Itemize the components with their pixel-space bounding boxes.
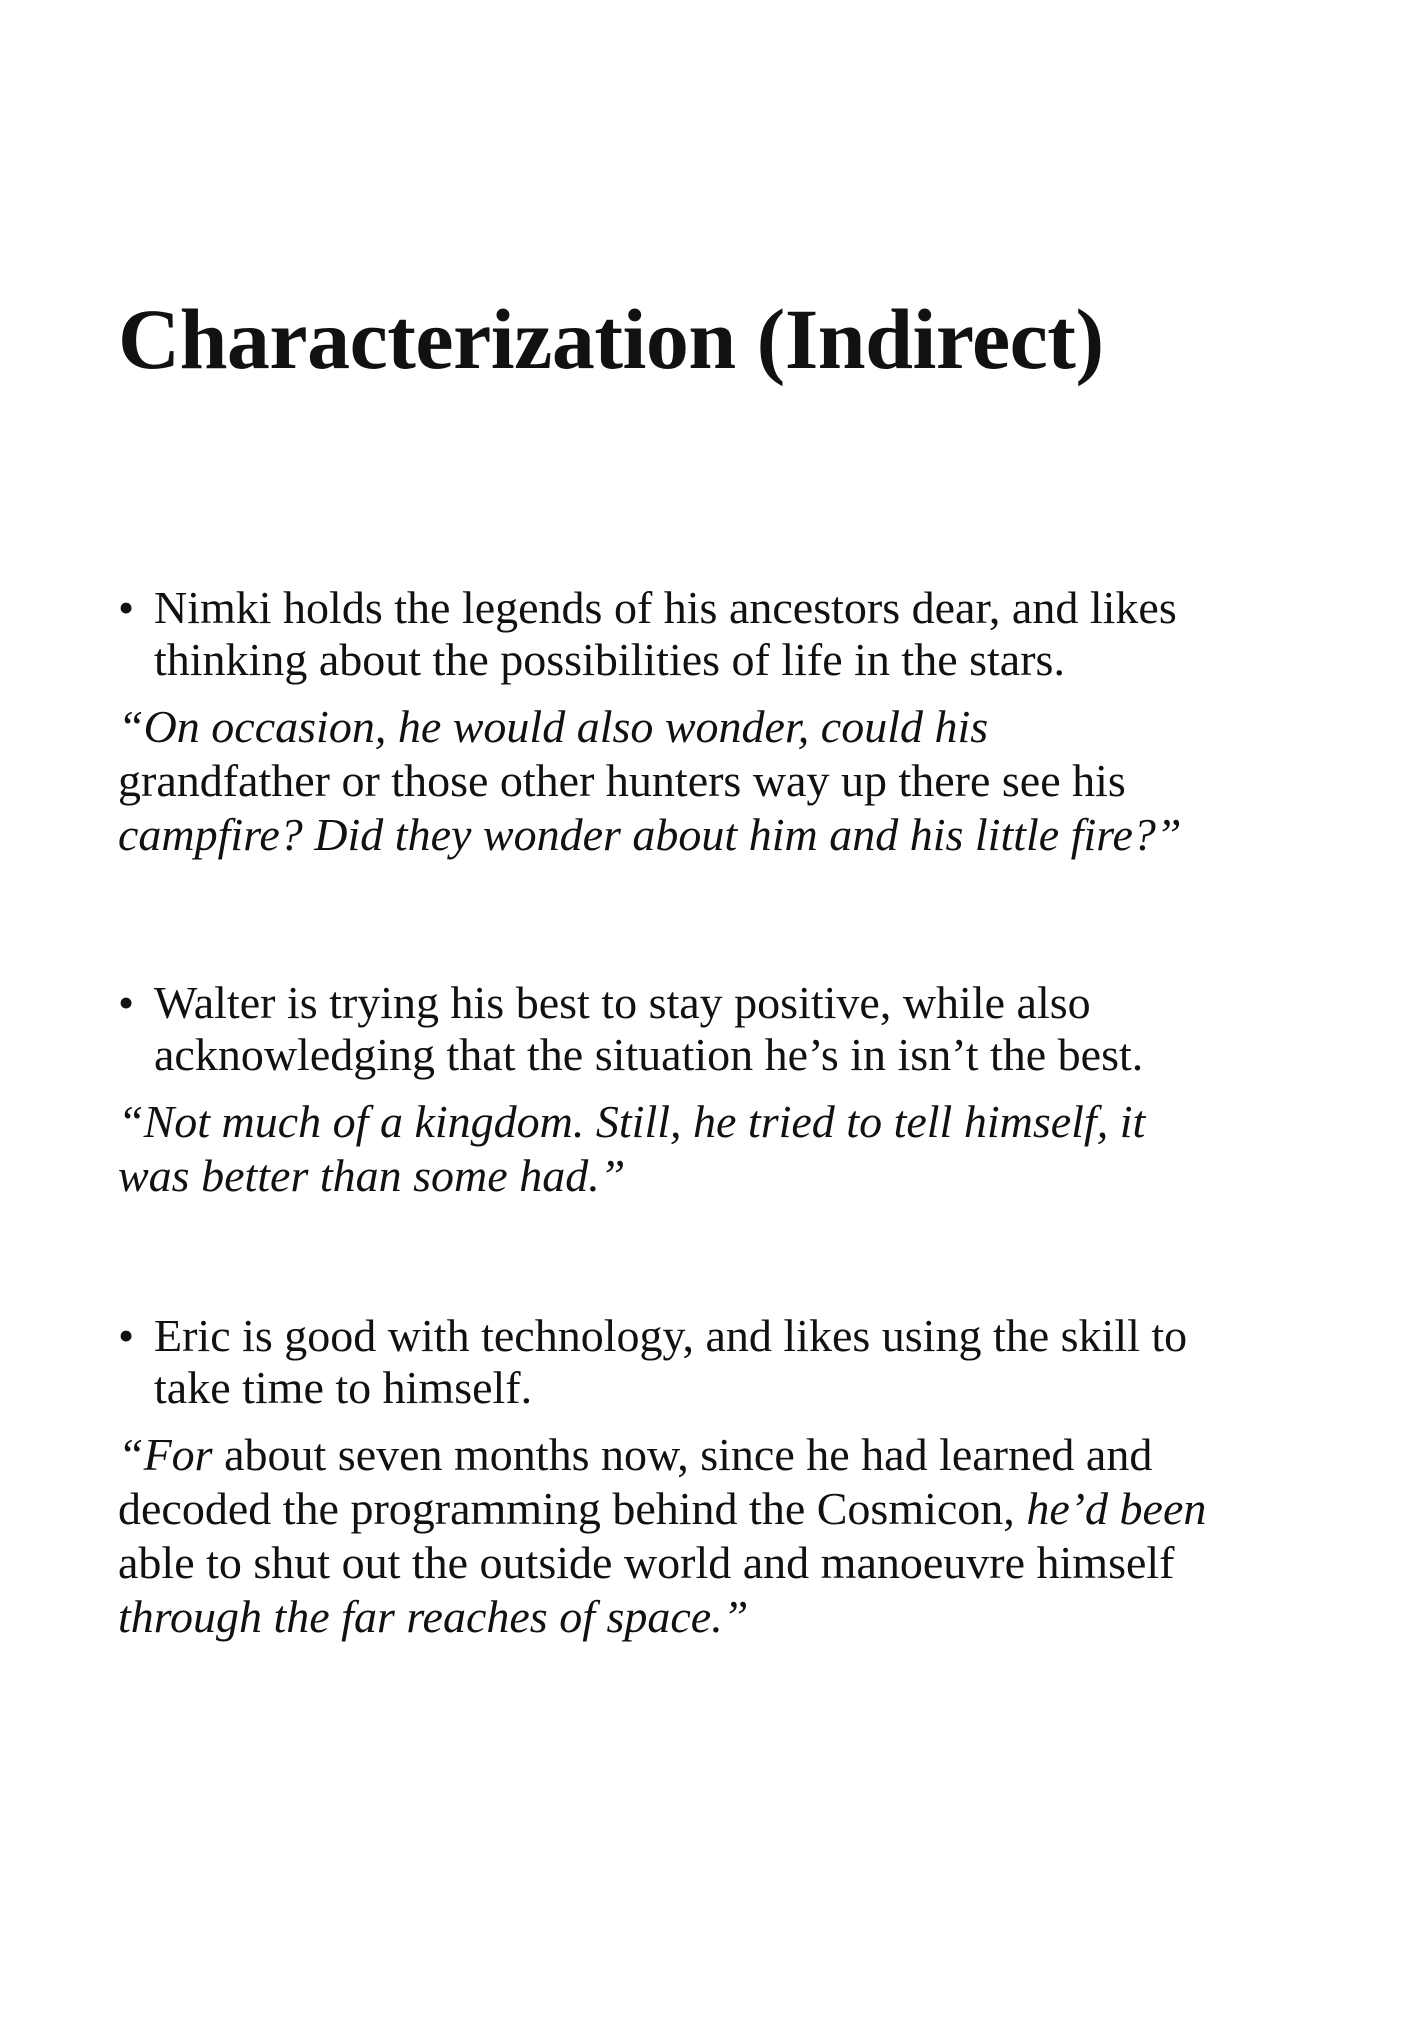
- bullet-icon: •: [118, 977, 135, 1028]
- quote-block: [118, 1428, 1348, 1644]
- bullet-text-line: thinking about the possibilities of life in the stars.: [154, 634, 1065, 685]
- bullet-text-line: Walter is trying his best to stay positive, while also: [154, 977, 1091, 1028]
- quote-line: “On occasion, he would also wonder, could his: [118, 701, 989, 752]
- bullet-item: [118, 977, 1348, 1081]
- section-walter: [118, 977, 1348, 1203]
- quote-line: [118, 1428, 1348, 1482]
- section-eric: [118, 1310, 1348, 1644]
- quote-normal-fragment: about seven months now, since he had learned and: [212, 1429, 1153, 1480]
- bullet-item: [118, 582, 1348, 686]
- quote-line: campfire? Did they wonder about him and his little fire?”: [118, 809, 1182, 860]
- quote-normal-fragment: decoded the programming behind the Cosmicon,: [118, 1483, 1015, 1534]
- quote-line: “Not much of a kingdom. Still, he tried to tell himself, it: [118, 1096, 1146, 1147]
- page-title: Characterization (Indirect): [118, 291, 1104, 387]
- quote-italic-fragment: “For: [118, 1429, 213, 1480]
- quote-line: grandfather or those other hunters way up there see his: [118, 755, 1126, 806]
- quote-block: [118, 1095, 1348, 1203]
- bullet-text-line: Eric is good with technology, and likes using the skill to: [154, 1310, 1188, 1361]
- quote-line: [118, 1482, 1348, 1536]
- quote-line: through the far reaches of space.”: [118, 1591, 749, 1642]
- bullet-icon: •: [118, 1310, 135, 1361]
- bullet-item: [118, 1310, 1348, 1414]
- quote-block: [118, 700, 1348, 862]
- bullet-text-line: take time to himself.: [154, 1362, 533, 1413]
- bullet-text-line: Nimki holds the legends of his ancestors dear, and likes: [154, 582, 1177, 633]
- quote-italic-fragment: he’d been: [1014, 1483, 1207, 1534]
- quote-line: able to shut out the outside world and manoeuvre himself: [118, 1537, 1175, 1588]
- bullet-text-line: acknowledging that the situation he’s in isn’t the best.: [154, 1029, 1144, 1080]
- quote-line: was better than some had.”: [118, 1150, 626, 1201]
- section-nimki: [118, 582, 1348, 862]
- bullet-icon: •: [118, 582, 135, 633]
